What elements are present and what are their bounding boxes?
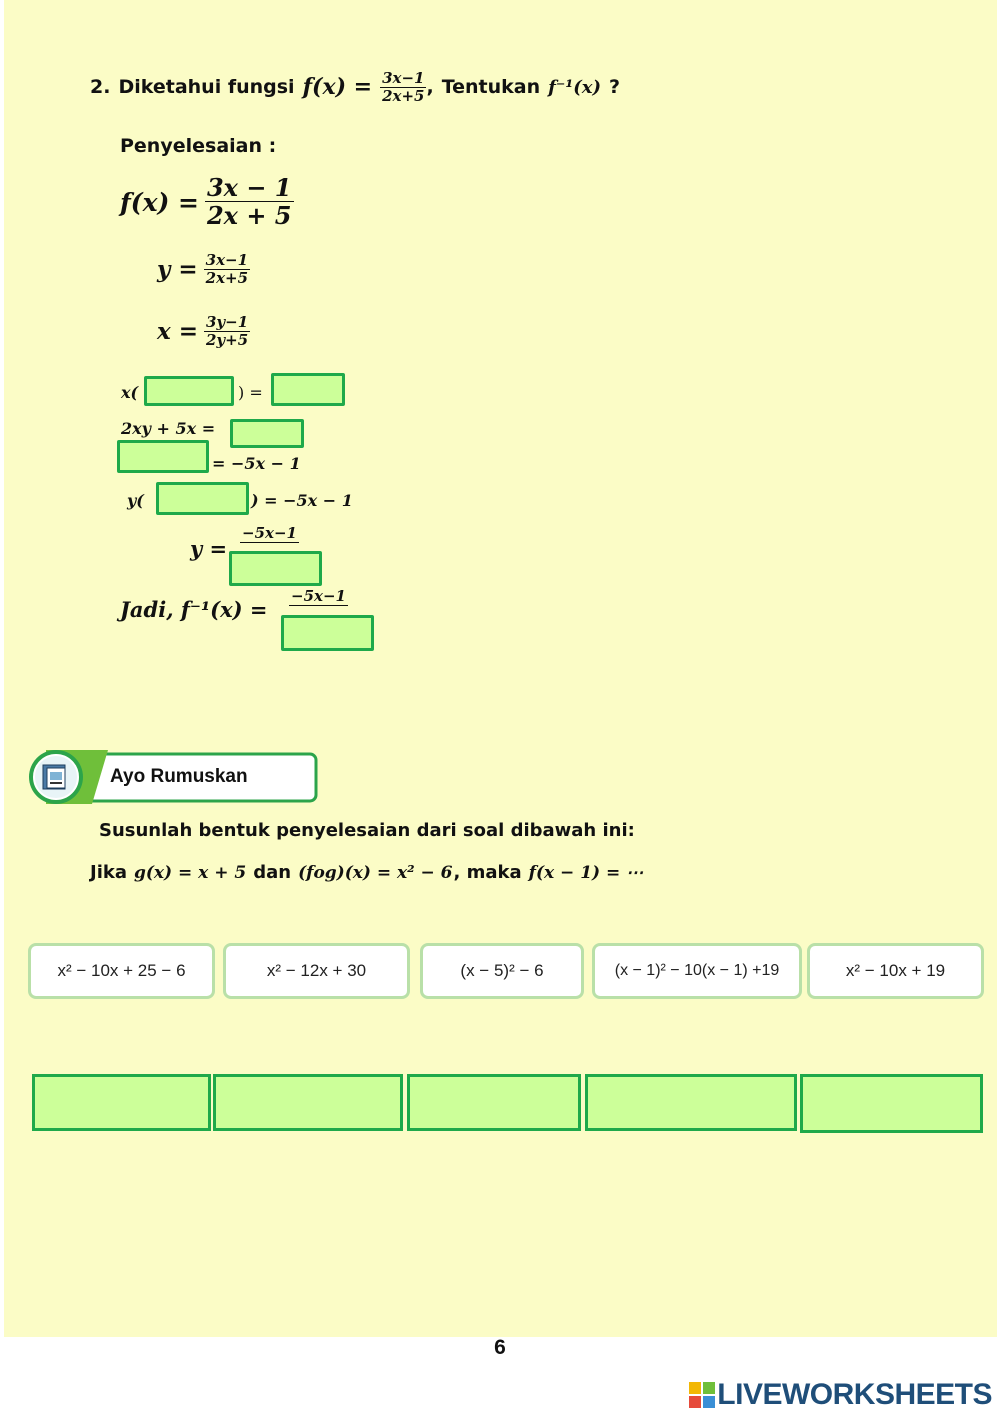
line4-open: x(: [121, 383, 139, 402]
solution-line-2: [157, 252, 250, 287]
line4-close: ) =: [238, 383, 263, 402]
line6-text: = −5x − 1: [212, 454, 301, 473]
line3-lhs: x =: [157, 317, 198, 345]
solution-line-1: [120, 175, 294, 230]
line2-fraction: [204, 252, 250, 287]
line7-open: y(: [127, 491, 144, 510]
problem-target: f(x − 1) = ⋯: [528, 862, 644, 883]
option-chip-4[interactable]: (x − 1)² − 10(x − 1) +19: [592, 943, 802, 999]
answer-blank-5[interactable]: [156, 482, 249, 515]
drop-slot-5[interactable]: [800, 1074, 983, 1133]
solution-line-3: [157, 314, 250, 349]
question-mark: ?: [609, 76, 621, 99]
question-fraction-denominator: 2x+5: [382, 86, 425, 105]
page-number: 6: [494, 1336, 506, 1359]
line3-denominator: 2y+5: [206, 330, 249, 349]
problem-fog: (fog)(x) = x² − 6: [298, 862, 453, 883]
line9-numerator: −5x−1: [291, 587, 346, 605]
brand-logo: [689, 1378, 992, 1412]
line2-lhs: y =: [157, 255, 198, 283]
line8-lhs: y =: [190, 536, 228, 561]
option-chip-2[interactable]: x² − 12x + 30: [223, 943, 410, 999]
drop-slot-1[interactable]: [32, 1074, 211, 1131]
line2-numerator: 3x−1: [205, 251, 249, 269]
option-chip-3[interactable]: (x − 5)² − 6: [420, 943, 584, 999]
brand-name: LIVEWORKSHEETS: [717, 1378, 992, 1411]
line3-numerator: 3y−1: [206, 313, 249, 331]
line1-lhs: f(x) =: [120, 187, 199, 217]
problem-g: g(x) = x + 5: [133, 862, 247, 883]
liveworksheets-logo-icon: [689, 1382, 715, 1408]
answer-blank-3[interactable]: [230, 419, 304, 448]
answer-blank-6[interactable]: [229, 551, 322, 586]
line3-fraction: [204, 314, 250, 349]
section-instruction: Susunlah bentuk penyelesaian dari soal dibawah ini:: [99, 820, 635, 841]
question-ask: Tentukan: [441, 76, 541, 99]
solution-heading: Penyelesaian :: [120, 135, 277, 157]
drop-slot-3[interactable]: [407, 1074, 581, 1131]
line2-denominator: 2x+5: [205, 268, 249, 287]
answer-blank-4[interactable]: [117, 440, 209, 473]
question-function: f(x) =: [302, 74, 373, 101]
problem-statement: [90, 862, 643, 883]
option-chip-1[interactable]: x² − 10x + 25 − 6: [28, 943, 215, 999]
answer-blank-1[interactable]: [144, 376, 234, 406]
line5-text: 2xy + 5x =: [121, 419, 216, 438]
question-intro: Diketahui fungsi: [118, 76, 295, 99]
book-icon: [40, 762, 72, 792]
line1-denominator: 2x + 5: [206, 201, 292, 231]
problem-and: dan: [253, 862, 292, 883]
question-fraction: [380, 70, 426, 105]
problem-if: Jika: [90, 862, 127, 883]
line8-numerator: −5x−1: [242, 524, 297, 542]
answer-blank-2[interactable]: [271, 373, 345, 406]
line1-numerator: 3x − 1: [206, 173, 292, 202]
drop-slot-4[interactable]: [585, 1074, 797, 1131]
problem-then: , maka: [453, 862, 522, 883]
line7-close: ) = −5x − 1: [251, 491, 353, 510]
question-inverse: f⁻¹(x): [548, 76, 602, 98]
line1-fraction: [205, 175, 294, 230]
section-title: Ayo Rumuskan: [110, 766, 248, 787]
section-banner: [28, 750, 318, 804]
question-header: [90, 70, 620, 105]
question-comma: ,: [426, 76, 434, 99]
question-fraction-numerator: 3x−1: [382, 69, 425, 87]
answer-blank-7[interactable]: [281, 615, 374, 651]
line9-lhs: Jadi, f⁻¹(x) =: [120, 597, 268, 622]
drop-slot-2[interactable]: [213, 1074, 403, 1131]
question-number: 2.: [90, 76, 111, 99]
option-chip-5[interactable]: x² − 10x + 19: [807, 943, 984, 999]
